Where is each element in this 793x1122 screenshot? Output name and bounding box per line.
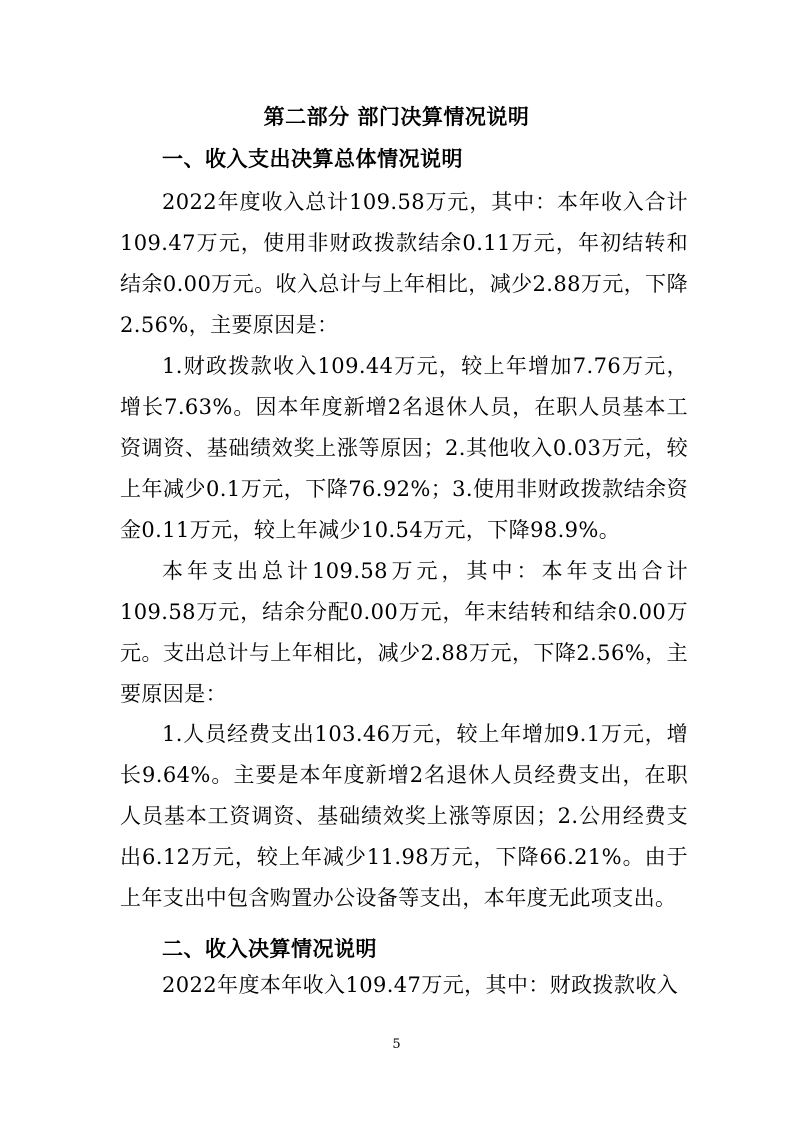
section-heading-income-final-accounts: 二、收入决算情况说明 (162, 937, 377, 961)
paragraph-expenditure-details: 1.人员经费支出103.46万元，较上年增加9.1万元，增长9.64%。主要是本年度新增2名退休人员经费支出，在职人员基本工资调资、基础绩效奖上涨等原因；2.公用经费支出6.12万元，较上年减少11.98万元，下降66.21%。由于上年支出中包含购置办公设备等支出，本年度无此项支出。 (120, 722, 688, 910)
paragraph-annual-income: 2022年度本年收入109.47万元，其中：财政拨款收入 (162, 973, 679, 997)
paragraph-expenditure-total: 本年支出总计109.58万元，其中：本年支出合计109.58万元，结余分配0.00万元，年末结转和结余0.00万元。支出总计与上年相比，减少2.88万元，下降2.56%，主要原因是： (120, 559, 688, 706)
paragraph-income-total: 2022年度收入总计109.58万元，其中：本年收入合计109.47万元，使用非财政拨款结余0.11万元，年初结转和结余0.00万元。收入总计与上年相比，减少2.88万元，下降2.56%，主要原因是： (120, 190, 688, 337)
paragraph-income-details: 1.财政拨款收入109.44万元，较上年增加7.76万元，增长7.63%。因本年度新增2名退休人员，在职人员基本工资调资、基础绩效奖上涨等原因；2.其他收入0.03万元，较上年减少0.1万元，下降76.92%；3.使用非财政拨款结余资金0.11万元，较上年减少10.54万元，下降98.9%。 (120, 354, 688, 542)
page-title: 第二部分 部门决算情况说明 (263, 105, 530, 129)
page-number: 5 (392, 1037, 401, 1052)
section-heading-income-expenditure-overview: 一、收入支出决算总体情况说明 (162, 147, 463, 171)
